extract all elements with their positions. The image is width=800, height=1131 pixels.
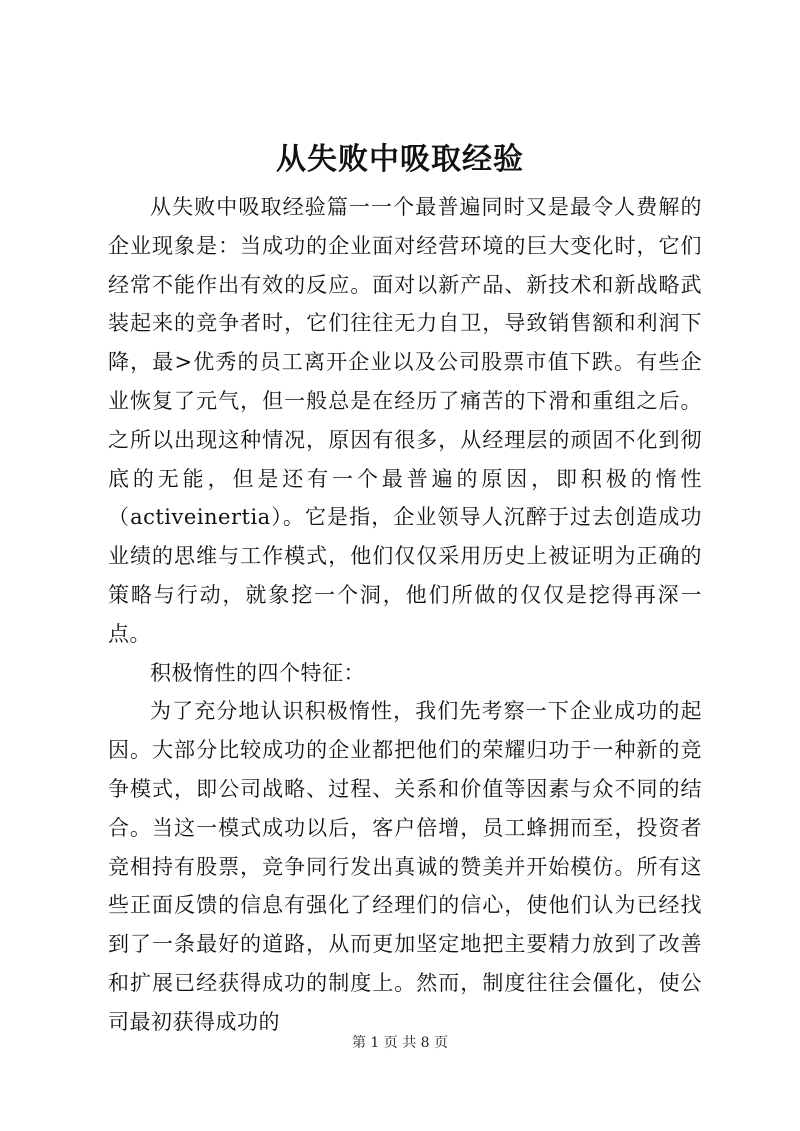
paragraph-1: 从失败中吸取经验篇一一个最普遍同时又是最令人费解的企业现象是：当成功的企业面对经营环境的巨大变化时，它们经常不能作出有效的反应。面对以新产品、新技术和新战略武装起来的竞争者时，它们往往无力自卫，导致销售额和利润下降，最>优秀的员工离开企业以及公司股票市值下跌。有些企业恢复了元气，但一般总是在经历了痛苦的下滑和重组之后。之所以出现这种情况，原因有很多，从经理层的顽固不化到彻底的无能，但是还有一个最普遍的原因，即积极的惰性（activeinertia）。它是指，企业领导人沉醉于过去创造成功业绩的思维与工作模式，他们仅仅采用历史上被证明为正确的策略与行动，就象挖一个洞，他们所做的仅仅是挖得再深一点。 xyxy=(108,195,702,646)
paragraph-3: 为了充分地认识积极惰性，我们先考察一下企业成功的起因。大部分比较成功的企业都把他们的荣耀归功于一种新的竞争模式，即公司战略、过程、关系和价值等因素与众不同的结合。当这一模式成功以后，客户倍增，员工蜂拥而至，投资者竞相持有股票，竞争同行发出真诚的赞美并开始模仿。所有这些正面反馈的信息有强化了经理们的信心，使他们认为已经找到了一条最好的道路，从而更加坚定地把主要精力放到了改善和扩展已经获得成功的制度上。然而，制度往往会僵化，使公司最初获得成功的 xyxy=(108,699,702,1034)
document-title: 从失败中吸取经验 xyxy=(276,142,524,177)
paragraph-2: 积极惰性的四个特征： xyxy=(150,660,365,685)
document-body xyxy=(108,188,702,1042)
page-number-footer: 第 1 页 共 8 页 xyxy=(351,1035,449,1051)
